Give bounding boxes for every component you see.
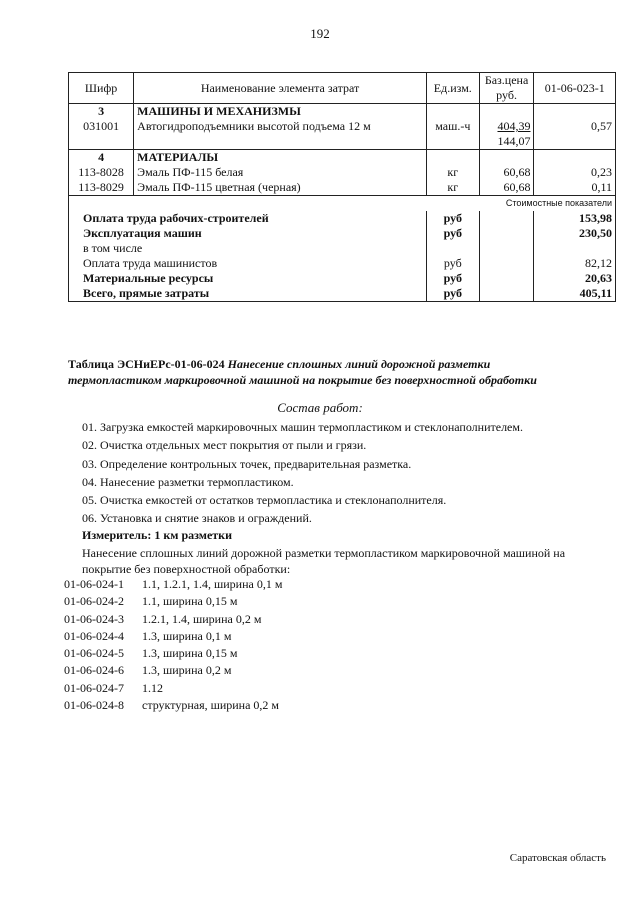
section-machines-row	[69, 104, 616, 120]
header-norm-code: 01-06-023-1	[534, 73, 616, 104]
table-row	[64, 594, 282, 611]
summary-label-text: Оплата труда рабочих-строителей	[69, 211, 427, 226]
summary-label-text: Материальные ресурсы	[69, 271, 427, 286]
norm-text: структурная, ширина 0,2 м	[142, 698, 280, 713]
row-value: 0,11	[534, 180, 616, 196]
norm-code: 01-06-024-7	[64, 680, 124, 695]
norm-code: 01-06-024-3	[64, 611, 124, 626]
header-price: Баз.цена руб.	[479, 73, 534, 104]
summary-row	[69, 226, 616, 241]
summary-value: 153,98	[534, 211, 616, 226]
cost-table	[68, 72, 616, 302]
table-title	[68, 356, 616, 388]
norm-text: 1.3, ширина 0,2 м	[142, 663, 232, 678]
norm-text: 1.2.1, 1.4, ширина 0,2 м	[142, 611, 262, 626]
norm-text: 1.3, ширина 0,15 м	[142, 646, 238, 661]
table-row	[64, 646, 282, 663]
list-item: 03. Определение контрольных точек, предварительная разметка.	[82, 456, 412, 471]
composition-title: Состав работ:	[277, 400, 363, 415]
summary-label-text: Эксплуатация машин	[69, 226, 427, 241]
row-code: 113-8028	[69, 165, 134, 180]
summary-unit: руб	[426, 211, 479, 226]
row-price: 60,68	[479, 165, 534, 180]
summary-unit: руб	[426, 226, 479, 241]
summary-unit	[426, 241, 479, 256]
norm-text: 1.1, ширина 0,15 м	[142, 594, 238, 609]
summary-value: 82,12	[534, 256, 616, 271]
footer-region: Саратовская область	[509, 852, 606, 864]
operations-list	[82, 418, 523, 528]
section-number: 3	[69, 104, 134, 120]
summary-row	[69, 286, 616, 302]
norm-code: 01-06-024-8	[64, 698, 124, 713]
row-price-secondary: 144,07	[497, 134, 531, 148]
list-item: 06. Установка и снятие знаков и ограждений.	[82, 511, 312, 526]
row-name: Эмаль ПФ-115 цветная (черная)	[134, 180, 427, 196]
section-title: МАШИНЫ И МЕХАНИЗМЫ	[134, 104, 427, 120]
norm-text: 1.3, ширина 0,1 м	[142, 628, 232, 643]
summary-label-text: в том числе	[69, 241, 427, 256]
table-row	[64, 698, 282, 715]
row-unit: кг	[426, 165, 479, 180]
row-value: 0,23	[534, 165, 616, 180]
table-title-line2: термопластиком маркировочной машиной на покрытие без поверхностной обработки	[68, 373, 537, 387]
row-unit: маш.-ч	[426, 119, 479, 150]
table-row	[69, 180, 616, 196]
section-number: 4	[69, 150, 134, 166]
summary-value: 230,50	[534, 226, 616, 241]
section-materials-row	[69, 150, 616, 166]
row-name: Эмаль ПФ-115 белая	[134, 165, 427, 180]
table-title-prefix: Таблица ЭСНиЕРс-01-06-024	[68, 357, 225, 371]
row-name: Автогидроподъемники высотой подъема 12 м	[134, 119, 427, 150]
list-item: 05. Очистка емкостей от остатков термопластика и стеклонаполнителя.	[82, 493, 447, 508]
summary-row	[69, 256, 616, 271]
summary-unit: руб	[426, 271, 479, 286]
meter: Измеритель: 1 км разметки	[82, 528, 233, 542]
summary-label-row	[69, 196, 616, 212]
summary-row	[69, 211, 616, 226]
table-row	[64, 577, 282, 594]
norm-text: 1.12	[142, 680, 163, 695]
row-price	[479, 119, 534, 150]
header-name: Наименование элемента затрат	[134, 73, 427, 104]
table-row	[69, 165, 616, 180]
table-row	[64, 612, 282, 629]
summary-row	[69, 241, 616, 256]
list-item: 01. Загрузка емкостей маркировочных машин термопластиком и стеклонаполнителем.	[82, 420, 523, 434]
norm-text: 1.1, 1.2.1, 1.4, ширина 0,1 м	[142, 577, 283, 591]
norm-code: 01-06-024-5	[64, 646, 124, 661]
row-value: 0,57	[534, 119, 616, 150]
table-header-row	[69, 73, 616, 104]
section-title: МАТЕРИАЛЫ	[134, 150, 427, 166]
summary-label-text: Оплата труда машинистов	[69, 256, 427, 271]
norm-code: 01-06-024-2	[64, 594, 124, 609]
summary-unit: руб	[426, 286, 479, 302]
table-row	[69, 119, 616, 150]
row-unit: кг	[426, 180, 479, 196]
norm-code: 01-06-024-4	[64, 628, 124, 643]
summary-label-text: Всего, прямые затраты	[69, 286, 427, 302]
summary-label: Стоимостные показатели	[69, 196, 616, 212]
summary-unit: руб	[426, 256, 479, 271]
norm-code: 01-06-024-1	[64, 577, 124, 591]
row-code: 031001	[69, 119, 134, 150]
summary-value: 405,11	[534, 286, 616, 302]
row-code: 113-8029	[69, 180, 134, 196]
row-price: 60,68	[479, 180, 534, 196]
row-price-main: 404,39	[497, 119, 531, 133]
table-row	[64, 629, 282, 646]
summary-row	[69, 271, 616, 286]
page-number: 192	[310, 26, 330, 41]
header-code: Шифр	[69, 73, 134, 104]
table-row	[64, 663, 282, 680]
codes-table	[64, 577, 282, 715]
list-item: 02. Очистка отдельных мест покрытия от пыли и грязи.	[82, 438, 367, 453]
table-row	[64, 681, 282, 698]
table-title-rest: Нанесение сплошных линий дорожной разметки	[227, 357, 491, 371]
summary-value	[534, 241, 616, 256]
header-unit: Ед.изм.	[426, 73, 479, 104]
summary-value: 20,63	[534, 271, 616, 286]
list-item: 04. Нанесение разметки термопластиком.	[82, 474, 294, 489]
norm-code: 01-06-024-6	[64, 663, 124, 678]
description: Нанесение сплошных линий дорожной разметки термопластиком маркировочной машиной на покрытие без поверхностной обработки:	[82, 546, 566, 576]
